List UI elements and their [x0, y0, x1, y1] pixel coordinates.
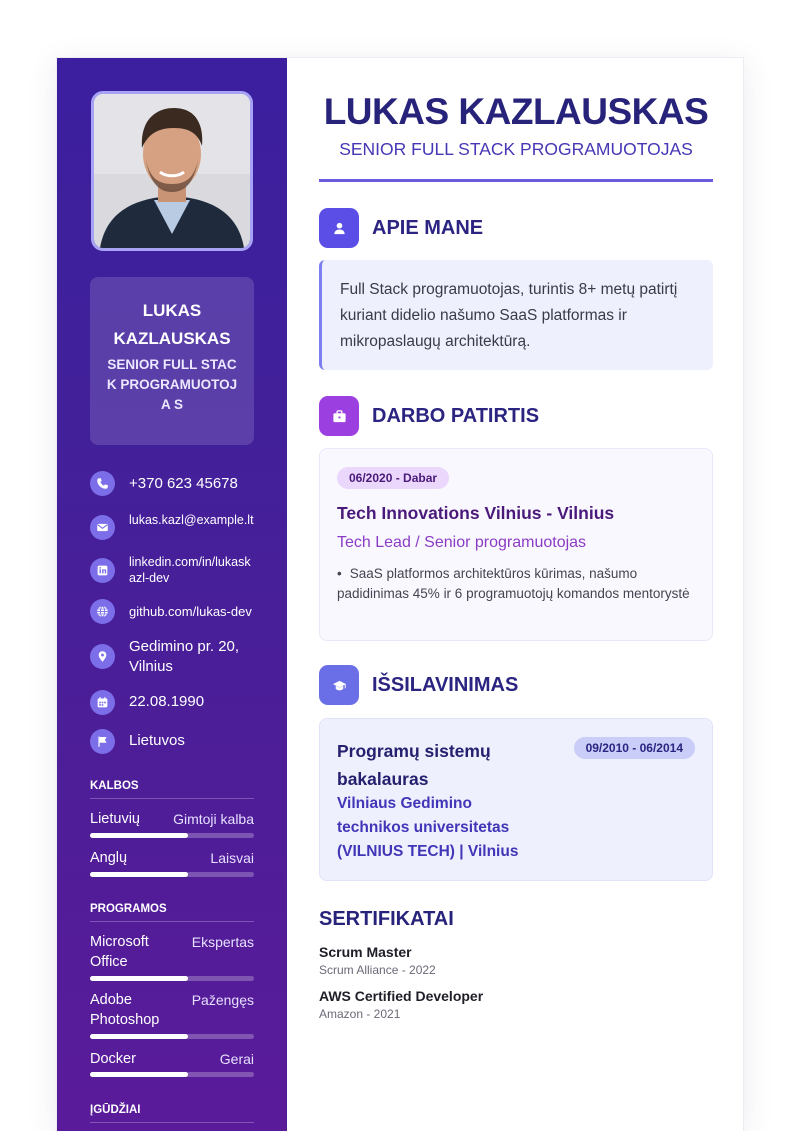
job-description: • SaaS platformos architektūros kūrimas, našumo padidinimas 45% ir 6 programuotojų komandos mentorystė — [337, 566, 690, 601]
header-divider — [319, 179, 713, 182]
contact-nationality — [90, 729, 260, 754]
job-role: Tech Lead / Senior programuotojas — [337, 534, 587, 551]
contact-email[interactable] — [90, 512, 260, 540]
job-title: SENIOR FULL STACK PROGRAMUOTOJAS — [339, 139, 693, 159]
user-icon — [319, 208, 359, 248]
language-level: Laisvai — [210, 850, 254, 866]
program-name: Microsoft Office — [90, 934, 149, 970]
certificate-meta: Scrum Alliance - 2022 — [319, 963, 436, 977]
profile-photo — [91, 91, 253, 251]
contact-birthdate — [90, 690, 260, 715]
globe-icon — [90, 599, 115, 624]
email-text: lukas.kazl@example.lt — [129, 513, 254, 527]
birthdate-text: 22.08.1990 — [129, 693, 205, 710]
email-icon — [90, 515, 115, 540]
address-text: Gedimino pr. 20, Vilnius — [129, 638, 240, 675]
sidebar — [57, 58, 287, 1131]
education-degree: Programų sistemų bakalauras — [337, 741, 491, 789]
certificate-name: AWS Certified Developer — [319, 988, 484, 1004]
calendar-icon — [90, 690, 115, 715]
job-company: Tech Innovations Vilnius - Vilnius — [337, 503, 615, 523]
language-name: Lietuvių — [90, 811, 140, 827]
job-description-text: SaaS platformos architektūros kūrimas, našumo padidinimas 45% ir 6 programuotojų komandos mentorystė — [337, 566, 690, 601]
program-item — [90, 990, 254, 1030]
main-content — [287, 58, 744, 1131]
language-item — [90, 809, 254, 829]
nationality-text: Lietuvos — [129, 732, 185, 749]
experience-heading: DARBO PATIRTIS — [372, 405, 540, 427]
program-progress-bar — [90, 1034, 254, 1039]
contact-github[interactable] — [90, 599, 260, 624]
languages-heading: KALBOS — [90, 780, 254, 799]
program-level: Gerai — [219, 1051, 254, 1067]
certificates-heading: SERTIFIKATAI — [319, 908, 454, 930]
linkedin-icon — [90, 558, 115, 583]
briefcase-icon — [319, 396, 359, 436]
certificate-meta: Amazon - 2021 — [319, 1007, 401, 1021]
program-name: Adobe Photoshop — [90, 992, 160, 1028]
page-title: LUKAS KAZLAUSKAS — [323, 91, 709, 132]
programs-heading: PROGRAMOS — [90, 903, 254, 922]
skills-heading: ĮGŪDŽIAI — [90, 1104, 254, 1123]
github-text: github.com/lukas-dev — [129, 604, 252, 619]
program-progress-bar — [90, 1072, 254, 1077]
language-progress-bar — [90, 833, 254, 838]
education-school: Vilniaus Gedimino technikos universitetas (VILNIUS TECH) | Vilnius — [337, 795, 519, 860]
program-level: Ekspertas — [191, 934, 254, 950]
program-item — [90, 1049, 254, 1069]
sidebar-name: LUKAS KAZLAUSKAS — [113, 301, 231, 348]
job-card — [319, 448, 713, 641]
program-level: Pažengęs — [191, 992, 254, 1008]
certificate-name: Scrum Master — [319, 944, 412, 960]
contact-linkedin[interactable] — [90, 554, 260, 586]
resume-sheet — [56, 57, 744, 1131]
sidebar-name-card — [90, 277, 254, 445]
graduation-cap-icon — [319, 665, 359, 705]
phone-icon — [90, 471, 115, 496]
location-icon — [90, 644, 115, 669]
language-progress-bar — [90, 872, 254, 877]
phone-text: +370 623 45678 — [129, 475, 238, 492]
flag-icon — [90, 729, 115, 754]
about-text: Full Stack programuotojas, turintis 8+ metų patirtį kuriant didelio našumo SaaS platformas ir mikropaslaugų architektūrą. — [319, 260, 713, 370]
education-card — [319, 718, 713, 881]
language-item — [90, 848, 254, 868]
linkedin-text: linkedin.com/in/lukaskazl-dev — [129, 555, 251, 585]
education-heading: IŠSILAVINIMAS — [372, 674, 519, 696]
language-name: Anglų — [90, 850, 128, 866]
contact-address — [90, 637, 260, 677]
contact-phone[interactable] — [90, 471, 260, 496]
program-progress-bar — [90, 976, 254, 981]
sidebar-title: SENIOR FULL STACK PROGRAMUOTOJA S — [106, 357, 238, 412]
program-name: Docker — [90, 1051, 136, 1067]
language-level: Gimtoji kalba — [173, 811, 254, 827]
education-period-badge: 09/2010 - 06/2014 — [574, 737, 695, 759]
job-period-badge: 06/2020 - Dabar — [337, 467, 449, 489]
about-heading: APIE MANE — [372, 217, 484, 239]
program-item — [90, 932, 254, 972]
